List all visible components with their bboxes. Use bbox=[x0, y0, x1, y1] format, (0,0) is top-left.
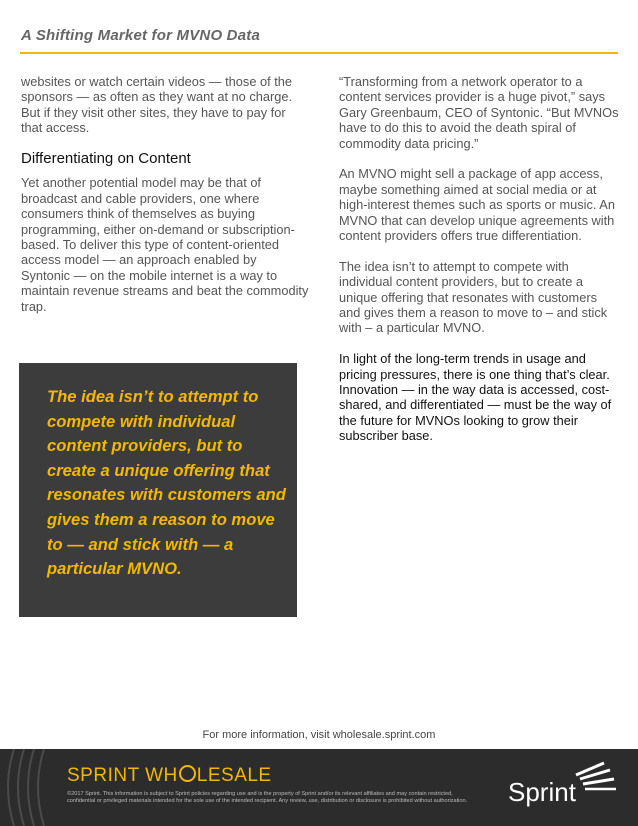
sprint-wholesale-wordmark bbox=[67, 765, 272, 787]
section-paragraph: Yet another potential model may be that of broadcast and cable providers, one where consumers think of themselves as buying programming, either on-demand or subscription-based. To deliver this type of content-oriented access model — an approach enabled by Syntonic — on the mobile internet is a way to maintain revenue streams and beat the commodity trap. bbox=[21, 175, 309, 314]
brand-lesale: LESALE bbox=[196, 765, 272, 786]
footer-band bbox=[0, 749, 638, 826]
sprint-logo-text: Sprint bbox=[508, 777, 576, 807]
left-column bbox=[21, 74, 309, 329]
sprint-logo bbox=[508, 761, 620, 811]
header-rule bbox=[20, 52, 618, 54]
document-title: A Shifting Market for MVNO Data bbox=[21, 27, 260, 44]
decorative-arcs-icon bbox=[0, 749, 70, 826]
footer-info-link[interactable]: For more information, visit wholesale.sprint.com bbox=[202, 729, 436, 741]
brand-sprint: SPRINT bbox=[67, 765, 140, 786]
app-paragraph: An MVNO might sell a package of app access, maybe something aimed at social media or at high-interest themes such as sports or music. An MVNO that can develop unique agreements with content providers offers true differentiation. bbox=[339, 166, 615, 244]
section-heading: Differentiating on Content bbox=[21, 150, 191, 168]
globe-o-icon bbox=[179, 765, 196, 782]
legal-text: ©2017 Sprint. This information is subject to Sprint policies regarding use and is the property of Sprint and/or its relevant affiliates and may contain restricted, confidential or privileged materials intended for the sole use of the intended recipient. Any review, use, distribution or disclosure is prohibited without authorization. bbox=[67, 791, 468, 805]
pullquote-text: The idea isn’t to attempt to compete with individual content providers, but to create a unique offering that resonates with customers and gives them a reason to move to — and stick with — a particular MVNO. bbox=[47, 387, 286, 579]
quote-paragraph: “Transforming from a network operator to a content services provider is a huge pivot,” says Gary Greenbaum, CEO of Syntonic. “But MVNOs have to do this to avoid the death spiral of commodity data pricing.” bbox=[339, 74, 619, 151]
closing-paragraph: In light of the long-term trends in usage and pricing pressures, there is one thing that’s clear. Innovation — in the way data is accessed, cost-shared, and differentiated — must be the way of the future for MVNOs looking to grow their subscriber base. bbox=[339, 351, 612, 444]
idea-paragraph: The idea isn’t to attempt to compete with individual content providers, but to create a unique offering that resonates with customers and gives them a reason to move to – and stick with – a particular MVNO. bbox=[339, 258, 608, 336]
intro-paragraph: websites or watch certain videos — those of the sponsors — as often as they want at no charge. But if they visit other sites, they have to pay for that access. bbox=[21, 74, 293, 136]
brand-wh: WH bbox=[145, 765, 178, 786]
sprint-burst-icon bbox=[508, 761, 620, 811]
right-column bbox=[339, 74, 619, 459]
pullquote-box bbox=[19, 363, 297, 617]
